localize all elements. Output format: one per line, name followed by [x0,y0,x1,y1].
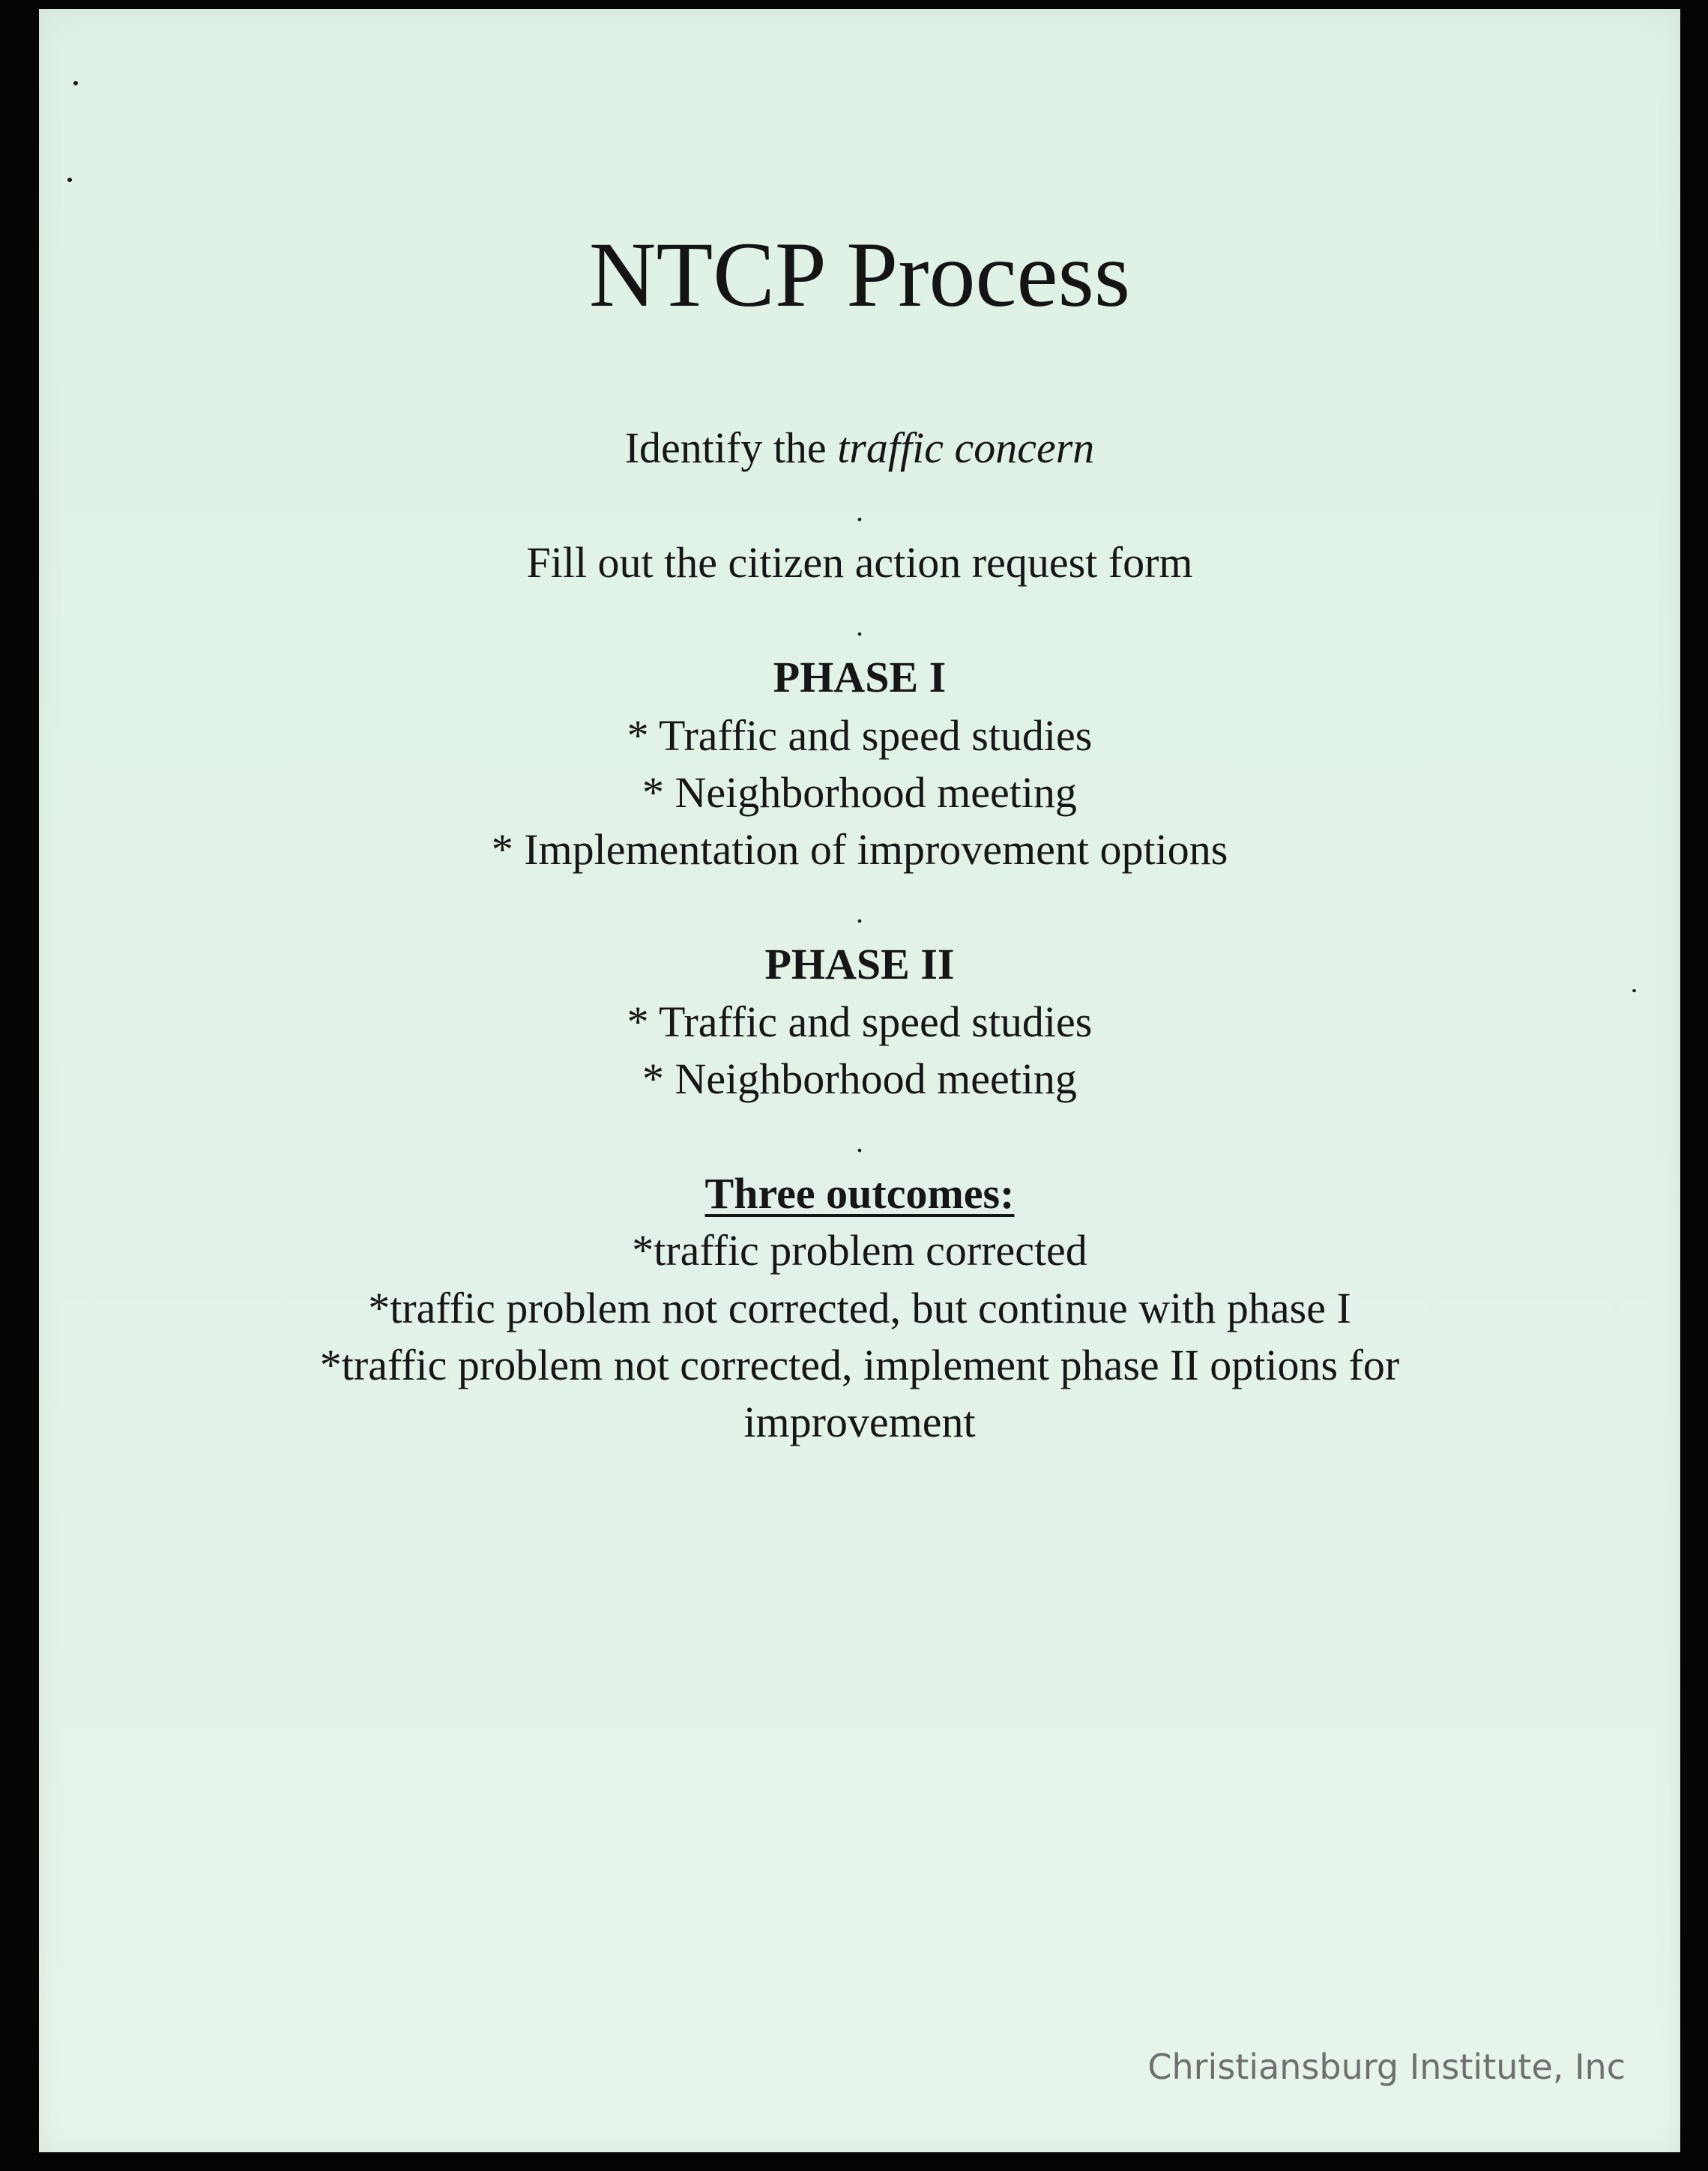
separator-dot: . [856,896,863,929]
step-identify-prefix: Identify the [624,423,827,472]
phase1-item: * Traffic and speed studies [627,711,1093,760]
punch-mark [67,178,72,182]
phase2-item: * Traffic and speed studies [627,997,1093,1046]
separator-dot: . [856,609,863,642]
outcome-item: *traffic problem corrected [632,1226,1087,1275]
separator-dot: . [856,1125,863,1159]
watermark-text: Christiansburg Institute, Inc [1147,2047,1626,2087]
punch-mark [73,81,78,85]
document-page [39,9,1680,2152]
document-title: NTCP Process [588,223,1131,326]
phase1-heading: PHASE I [773,653,947,701]
phase1-item: * Neighborhood meeting [642,768,1077,817]
separator-dot: . [856,494,863,528]
outcome-item: *traffic problem not corrected, but continue with phase I [368,1284,1351,1332]
step-fill-form: Fill out the citizen action request form [526,538,1193,587]
phase2-item: * Neighborhood meeting [642,1054,1077,1103]
step-identify-emphasis: traffic concern [837,423,1095,472]
phase1-item: * Implementation of improvement options [491,825,1228,874]
outcome-item: *traffic problem not corrected, implement phase II options for [319,1341,1400,1389]
outcome-item-continuation: improvement [743,1398,976,1446]
outcomes-heading: Three outcomes: [704,1169,1015,1218]
phase2-heading: PHASE II [764,940,955,988]
step-identify-concern [39,420,1680,477]
